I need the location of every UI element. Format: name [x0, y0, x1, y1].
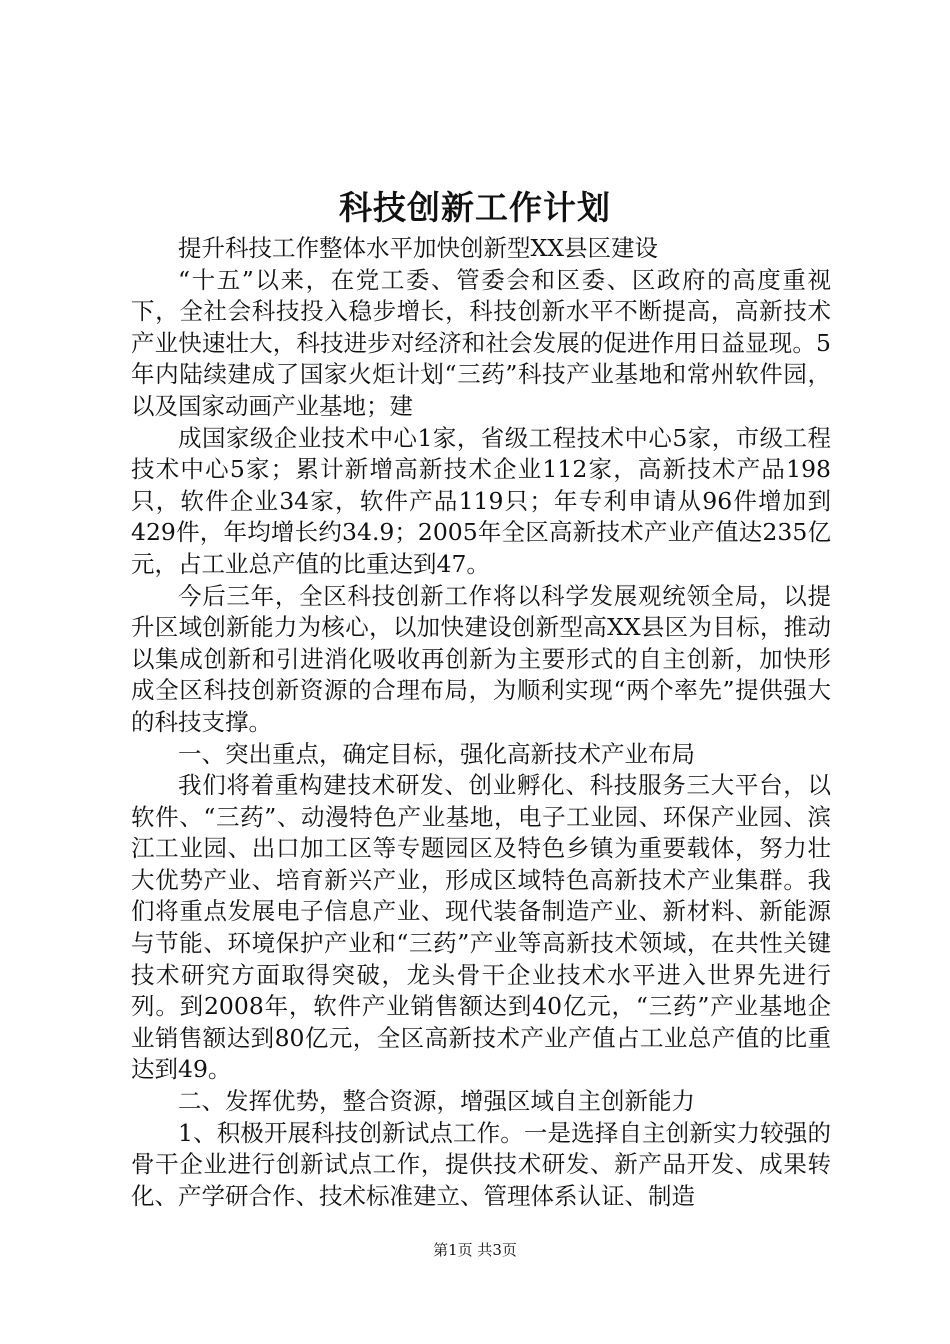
section-heading-2: 二、发挥优势，整合资源，增强区域自主创新能力 [178, 1087, 695, 1116]
paragraph-achievements: 成国家级企业技术中心1家，省级工程技术中心5家，市级工程技术中心5家；累计新增高新技术企业112家，高新技术产品198只，软件企业34家，软件产品119只；年专利申请从96件增加到429件，年均增长约34.9；2005年全区高新技术产业产值达235亿元，占工业总产值的比重达到47。 [131, 423, 831, 578]
paragraph-section-2-item-1: 1、积极开展科技创新试点工作。一是选择自主创新实力较强的骨干企业进行创新试点工作，提供技术研发、新产品开发、成果转化、产学研合作、技术标准建立、管理体系认证、制造 [131, 1118, 831, 1210]
paragraph-plan: 今后三年，全区科技创新工作将以科学发展观统领全局，以提升区域创新能力为核心，以加快建设创新型高XX县区为目标，推动以集成创新和引进消化吸收再创新为主要形式的自主创新，加快形成全区科技创新资源的合理布局，为顺利实现“两个率先”提供强大的科技支撑。 [131, 581, 831, 736]
section-heading-1: 一、突出重点，确定目标，强化高新技术产业布局 [178, 739, 695, 768]
document-body [131, 233, 831, 1212]
paragraph-subtitle: 提升科技工作整体水平加快创新型XX县区建设 [178, 234, 658, 262]
document-title: 科技创新工作计划 [339, 188, 611, 227]
paragraph-intro: “十五”以来，在党工委、管委会和区委、区政府的高度重视下，全社会科技投入稳步增长，科技创新水平不断提高，高新技术产业快速壮大，科技进步对经济和社会发展的促进作用日益显现。5年内陆续建成了国家火炬计划“三药”科技产业基地和常州软件园，以及国家动画产业基地；建 [131, 265, 831, 420]
paragraph-section-1: 我们将着重构建技术研发、创业孵化、科技服务三大平台，以软件、“三药”、动漫特色产业基地，电子工业园、环保产业园、滨江工业园、出口加工区等专题园区及特色乡镇为重要载体，努力壮大优势产业、培育新兴产业，形成区域特色高新技术产业集群。我们将重点发展电子信息产业、现代装备制造产业、新材料、新能源与节能、环境保护产业和“三药”产业等高新技术领域，在共性关键技术研究方面取得突破，龙头骨干企业技术水平进入世界先进行列。到2008年，软件产业销售额达到40亿元，“三药”产业基地企业销售额达到80亿元，全区高新技术产业产值占工业总产值的比重达到49。 [131, 771, 831, 1084]
page-footer: 第1页 共3页 [433, 1241, 517, 1259]
